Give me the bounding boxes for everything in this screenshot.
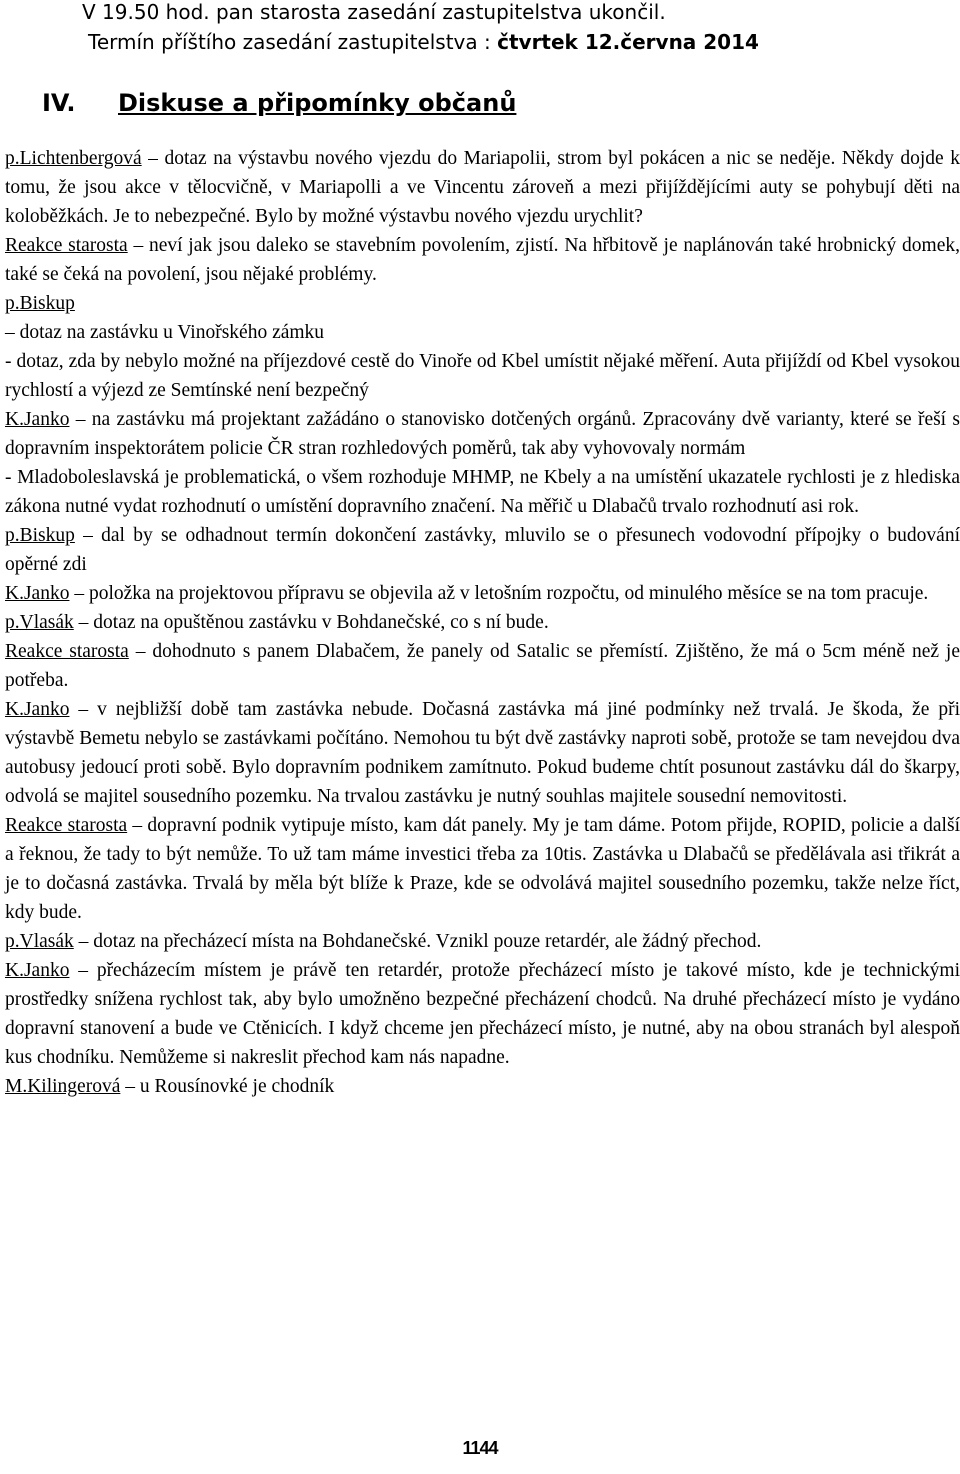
paragraph-reakce-starosta-3 — [5, 811, 960, 927]
speaker-name: p.Biskup — [5, 293, 75, 314]
paragraph-vlasak-1 — [5, 608, 960, 637]
section-heading — [42, 88, 516, 118]
paragraph-text: – neví jak jsou daleko se stavebním povolením, zjistí. — [127, 235, 559, 256]
speaker-name: p.Vlasák — [5, 931, 74, 952]
paragraph-text-cont: Na hřbitově je naplánován také hrobnický domek, také se čeká na povolení, jsou nějaké problémy. — [5, 235, 960, 285]
discussion-body — [5, 144, 960, 1101]
next-meeting-line — [88, 30, 759, 54]
paragraph-biskup-dotaz-zastavka — [5, 318, 960, 347]
speaker-name: K.Janko — [5, 960, 70, 981]
paragraph-text: – dotaz na opuštěnou zastávku v Bohdanečské, co s ní bude. — [73, 612, 549, 633]
paragraph-text: – dopravní podnik vytipuje místo, kam dát panely. My je tam dáme. Potom přijde, ROPID, policie a další a řeknou, že tady to být nemůže. To už tam máme investici třeba za 10tis. Zastávka u Dlabačů se předělávala asi třikrát a je to dočasná zastávka. Trvalá by měla být blíže k Praze, kde se odvolává majitel sousedního pozemku, takže nelze říct, kdy bude. — [5, 815, 960, 923]
paragraph-text: – na zastávku má projektant zažádáno o stanovisko dotčených orgánů. Zpracovány dvě varianty, které se řeší s dopravním inspektorátem policie ČR stran rozhledových poměrů, tak aby vyhovovaly normám — [5, 409, 960, 459]
paragraph-text: – dotaz na výstavbu nového vjezdu do Mariapolii, strom byl pokácen a nic se neděje. — [141, 148, 836, 169]
paragraph-text: - dotaz, zda by nebylo možné na příjezdové cestě do Vinoře od Kbel umístit nějaké měření. Auta přijíždí od Kbel vysokou rychlostí a výjezd ze Semtínské není bezpečný — [5, 351, 960, 401]
closing-statement: V 19.50 hod. pan starosta zasedání zastupitelstva ukončil. — [82, 0, 666, 24]
paragraph-text: – dotaz na zastávku u Vinořského zámku — [5, 322, 325, 343]
speaker-name: p.Lichtenbergová — [5, 148, 142, 169]
next-meeting-label: Termín příštího zasedání zastupitelstva : — [88, 30, 498, 54]
speaker-name: Reakce starosta — [5, 815, 128, 836]
speaker-name: K.Janko — [5, 699, 70, 720]
paragraph-text: – u Rousínovké je chodník — [120, 1076, 335, 1097]
paragraph-text: – položka na projektovou přípravu se objevila až v letošním rozpočtu, od minulého měsíce se na tom pracuje. — [69, 583, 929, 604]
paragraph-janko-4 — [5, 956, 960, 1072]
next-meeting-date: čtvrtek 12.června 2014 — [497, 30, 759, 54]
section-number: IV. — [42, 89, 76, 117]
paragraph-text: – dohodnuto s panem Dlabačem, že panely od Satalic se přemístí. Zjištěno, že má o 5cm méně než je potřeba. — [5, 641, 960, 691]
speaker-name: M.Kilingerová — [5, 1076, 121, 1097]
paragraph-text-cont: Někdy dojde k tomu, že jsou akce v tělocvičně, v Mariapolli a ve Vincentu zároveň a mezi přijíždějícími auty se pohybují děti na koloběžkách. Je to nebezpečné. Bylo by možné výstavbu nového vjezdu urychlit? — [5, 148, 960, 227]
speaker-name: p.Vlasák — [5, 612, 74, 633]
page-number: 1144 — [462, 1438, 498, 1458]
paragraph-janko-2 — [5, 579, 960, 608]
paragraph-mladoboleslavska — [5, 463, 960, 521]
paragraph-text: – v nejbližší době tam zastávka nebude. Dočasná zastávka má jiné podmínky než trvalá. Je škoda, že při výstavbě Bemetu nebylo se zastávkami počítáno. Nemohou tu být dvě zastávky naproti sobě, protože se tam nevejdou dva autobusy jedoucí proti sobě. Bylo dopravním podnikem zamítnuto. Pokud budeme chtít posunout zastávku dál do škarpy, odvolá se majitel sousedního pozemku. Na trvalou zastávku je nutný souhlas majitele sousední nemovitosti. — [5, 699, 960, 807]
paragraph-biskup-label — [5, 289, 960, 318]
paragraph-lichtenbergova — [5, 144, 960, 231]
paragraph-text: – přecházecím místem je právě ten retardér, protože přecházecí místo je takové místo, kde je technickými prostředky snížena rychlost tak, aby bylo umožněno bezpečné přecházení chodců. Na druhé přecházecí místo je vydáno dopravní stanovení a bude ve Ctěnicích. I když chceme jen přecházecí místo, je nutné, aby na obou stranách byl alespoň kus chodníku. Nemůžeme si nakreslit přechod kam nás napadne. — [5, 960, 960, 1068]
speaker-name: K.Janko — [5, 583, 70, 604]
paragraph-vlasak-2 — [5, 927, 960, 956]
paragraph-reakce-starosta-2 — [5, 637, 960, 695]
speaker-name: Reakce starosta — [5, 235, 128, 256]
paragraph-text: - Mladoboleslavská je problematická, o všem rozhoduje MHMP, ne Kbely a na umístění ukazatele rychlosti je z hlediska zákona nutné vydat rozhodnutí o umístění dopravního značení. Na měřič u Dlabačů trvalo rozhodnutí asi rok. — [5, 467, 960, 517]
paragraph-kilingerova — [5, 1072, 960, 1101]
paragraph-text: – dotaz na přecházecí místa na Bohdanečské. Vznikl pouze retardér, ale žádný přechod. — [73, 931, 762, 952]
paragraph-biskup-2 — [5, 521, 960, 579]
paragraph-text: – dal by se odhadnout termín dokončení zastávky, mluvilo se o přesunech vodovodní přípojky o budování opěrné zdi — [5, 525, 960, 575]
speaker-name: p.Biskup — [5, 525, 75, 546]
paragraph-janko-3 — [5, 695, 960, 811]
speaker-name: Reakce starosta — [5, 641, 129, 662]
paragraph-reakce-starosta — [5, 231, 960, 289]
section-title: Diskuse a připomínky občanů — [118, 89, 517, 117]
paragraph-janko-1 — [5, 405, 960, 463]
speaker-name: K.Janko — [5, 409, 70, 430]
paragraph-biskup-dotaz-mereni — [5, 347, 960, 405]
